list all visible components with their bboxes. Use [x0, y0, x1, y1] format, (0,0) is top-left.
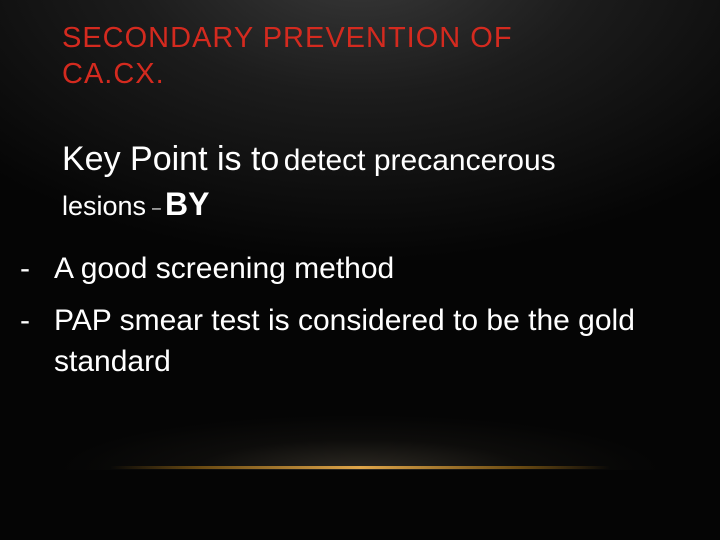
bullet-text: A good screening method	[54, 252, 395, 285]
bullet-item	[20, 248, 710, 289]
key-point-lead: Key Point is to	[62, 140, 280, 178]
bullet-list	[20, 248, 710, 393]
key-point-line-2	[62, 186, 702, 223]
stage-glow	[0, 400, 720, 470]
slide-title-line-1: SECONDARY PREVENTION OF	[62, 22, 513, 54]
bullet-item	[20, 300, 710, 382]
key-point-detect: detect precancerous	[283, 144, 556, 177]
key-point-dash: –	[152, 200, 161, 217]
bullet-dash: -	[20, 304, 30, 337]
slide-title-line-2: CA.CX.	[62, 58, 165, 90]
key-point-lesions: lesions	[62, 191, 147, 221]
gold-accent-line	[110, 466, 610, 469]
bullet-text: PAP smear test is considered to be the gold standard	[54, 304, 635, 378]
key-point-paragraph	[62, 140, 702, 223]
key-point-line-1	[62, 140, 702, 186]
slide-title	[62, 20, 622, 92]
bullet-dash: -	[20, 252, 30, 285]
key-point-by: BY	[164, 186, 210, 222]
